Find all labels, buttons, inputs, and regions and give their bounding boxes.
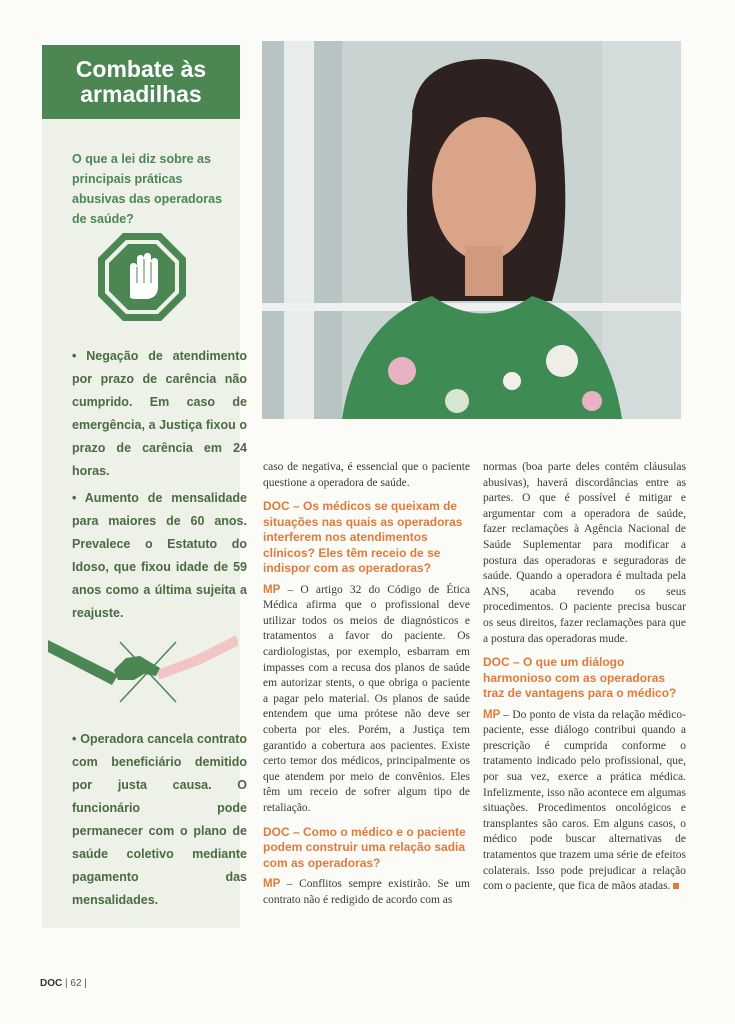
stop-hand-icon [96, 231, 188, 323]
answer-text: – Do ponto de vista da relação médico-paciente, esse diálogo contribui quando a prescrição é cumprida conforme o tratamento indicado pelo profissional, que, por sua vez, exerce a prática médica. Infelizmente, isso não acontece em algumas situações. Procedimentos oncológicos e transplantes são caros. Em alguns casos, o médico pode buscar alternativas de tratamentos que trazem uma série de efeitos colaterais. Isso pode prejudicar a relação com o paciente, que fica de mãos atadas. [483, 708, 686, 893]
sidebar-item-mensalidade: • Aumento de mensalidade para maiores de 60 anos. Prevalece o Estatuto do Idoso, que fixou idade de 59 anos como a última sujeita a reajuste. [72, 491, 247, 620]
sidebar-item-demissao: • Operadora cancela contrato com beneficiário demitido por justa causa. O funcionário pode permanecer com o plano de saúde coletivo mediante pagamento das mensalidades. [72, 732, 247, 907]
answer-paragraph [263, 877, 470, 908]
answer-label: MP [263, 583, 281, 596]
answer-text: – O artigo 32 do Código de Ética Médica afirma que o profissional deve utilizar todos os meios de diagnósticos e tratamentos a favor do paciente. Os cardiologistas, por exemplo, esbarram em impasses com a recusa dos planos de saúde em autorizar stents, o que obriga o paciente a pagar pelo material. Os planos de saúde entendem que uma prótese não deve ser coberta por eles. Porém, a Justiça tem garantido a cobertura aos pacientes. Existe certo temor dos médicos, principalmente os que atendem por meio de convênios. Eles têm um receio de sofrer algum tipo de retaliação. [263, 583, 470, 814]
answer-label: MP [263, 878, 281, 891]
paragraph: normas (boa parte deles contém cláusulas abusivas), haverá discordâncias entre as partes. O que é possível é mitigar e argumentar com a operadora de saúde, fazer reclamações à Agência Nacional de Saúde Suplementar para modificar a postura das operadoras e seguradoras de saúde. Quando a operadora é multada pela ANS, acaba revendo os seus procedimentos. O paciente precisa buscar os seus direitos, fazer reclamações para que a postura das operadoras mude. [483, 461, 686, 645]
footer-brand: DOC [40, 978, 63, 989]
answer-paragraph [483, 708, 686, 895]
sidebar-title: Combate às armadilhas [42, 45, 240, 119]
answer-paragraph [263, 583, 470, 817]
question-heading: DOC – O que um diálogo harmonioso com as operadoras traz de vantagens para o médico? [483, 655, 677, 701]
question-heading: DOC – Os médicos se queixam de situações nas quais as operadoras interferem nos atendimentos clínicos? Eles têm receio de se indispor com as operadoras? [263, 499, 463, 576]
sidebar-box [42, 45, 247, 928]
sidebar-item-carencia: • Negação de atendimento por prazo de carência não cumprido. Em caso de emergência, a Justiça fixou o prazo de carência em 24 horas. [72, 349, 247, 478]
paragraph: caso de negativa, é essencial que o paciente questione a operadora de saúde. [263, 461, 470, 489]
page-number: | 62 | [65, 978, 87, 989]
question-heading: DOC – Como o médico e o paciente podem construir uma relação sadia com as operadoras? [263, 824, 466, 870]
end-mark-icon [673, 883, 679, 889]
page-footer [40, 978, 87, 989]
portrait-photo [262, 41, 681, 419]
sidebar-intro: O que a lei diz sobre as principais práticas abusivas das operadoras de saúde? [72, 152, 223, 226]
article-column-2 [483, 460, 686, 895]
handshake-icon [48, 630, 238, 710]
article-column-1 [263, 460, 470, 908]
answer-label: MP [483, 708, 501, 721]
answer-text: – Conflitos sempre existirão. Se um contrato não é redigido de acordo com as [263, 878, 470, 906]
